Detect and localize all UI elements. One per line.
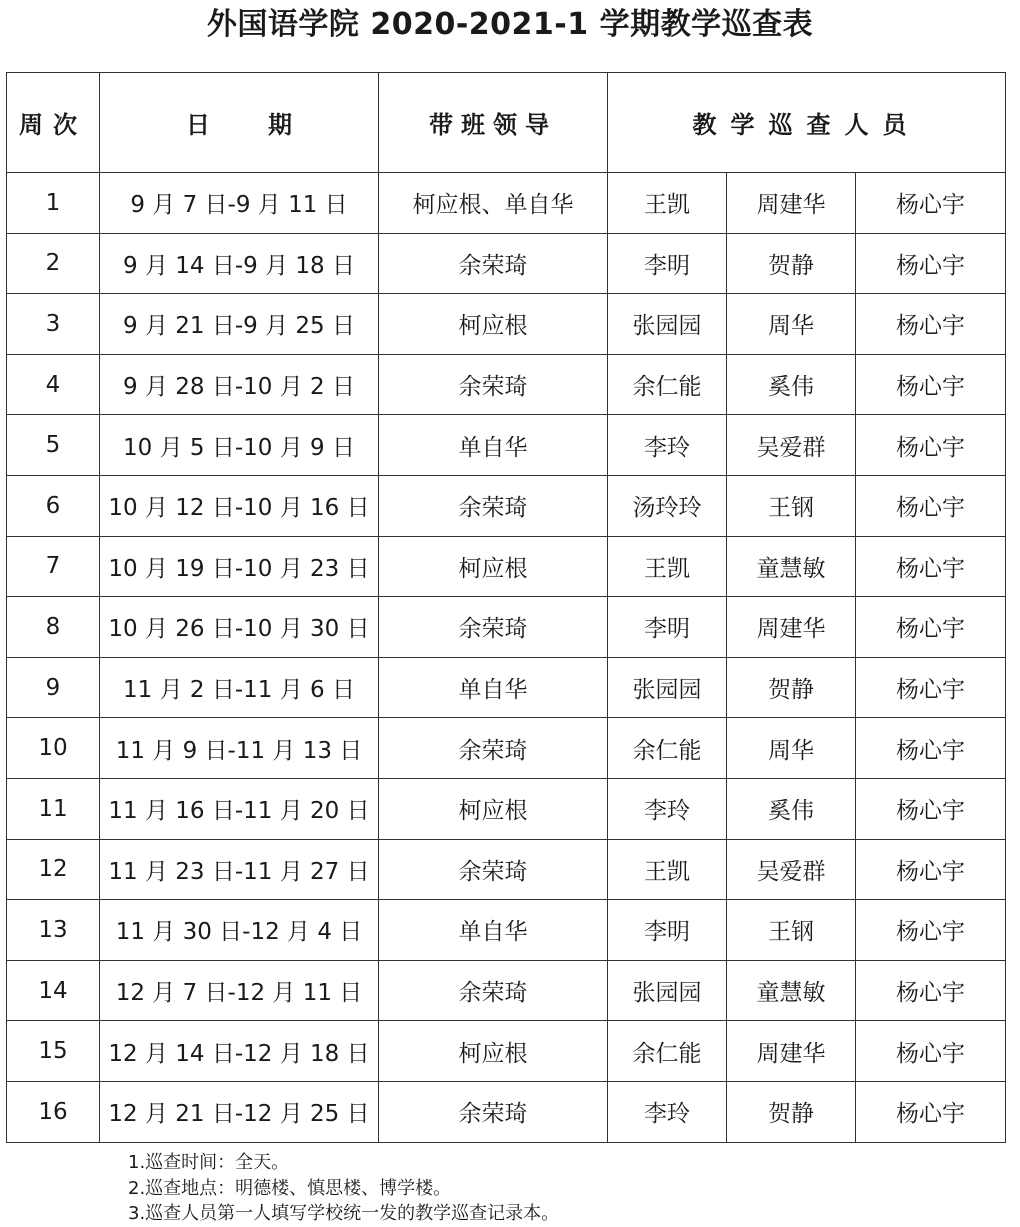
cell-inspector-3: 杨心宇 <box>856 597 1006 658</box>
header-date <box>100 73 379 173</box>
cell-date: 12 月 14 日-12 月 18 日 <box>100 1021 379 1082</box>
table-row <box>7 839 1006 900</box>
cell-leader: 柯应根 <box>379 778 608 839</box>
cell-inspector-3: 杨心宇 <box>856 354 1006 415</box>
cell-inspector-1: 余仁能 <box>608 1021 727 1082</box>
cell-inspector-3: 杨心宇 <box>856 233 1006 294</box>
cell-leader: 余荣琦 <box>379 597 608 658</box>
cell-inspector-2: 吴爱群 <box>727 839 856 900</box>
footnote: 1.巡查时间：全天。 <box>128 1152 290 1173</box>
table-row <box>7 1021 1006 1082</box>
page-title: 外国语学院 2020-2021-1 学期教学巡查表 <box>206 7 814 42</box>
cell-week: 9 <box>7 657 100 718</box>
cell-date: 12 月 7 日-12 月 11 日 <box>100 960 379 1021</box>
cell-leader: 余荣琦 <box>379 354 608 415</box>
cell-inspector-1: 余仁能 <box>608 718 727 779</box>
cell-inspector-1: 张园园 <box>608 657 727 718</box>
table-row <box>7 657 1006 718</box>
cell-inspector-3: 杨心宇 <box>856 718 1006 779</box>
header-date-left: 日 <box>186 111 210 139</box>
cell-date: 10 月 26 日-10 月 30 日 <box>100 597 379 658</box>
cell-week: 3 <box>7 294 100 355</box>
cell-week: 11 <box>7 778 100 839</box>
cell-date: 10 月 19 日-10 月 23 日 <box>100 536 379 597</box>
cell-date: 9 月 7 日-9 月 11 日 <box>100 173 379 234</box>
cell-date: 11 月 30 日-12 月 4 日 <box>100 900 379 961</box>
table-row <box>7 960 1006 1021</box>
cell-date: 9 月 21 日-9 月 25 日 <box>100 294 379 355</box>
cell-inspector-2: 周建华 <box>727 1021 856 1082</box>
cell-inspector-3: 杨心宇 <box>856 536 1006 597</box>
cell-date: 10 月 5 日-10 月 9 日 <box>100 415 379 476</box>
cell-leader: 单自华 <box>379 900 608 961</box>
cell-inspector-2: 周华 <box>727 718 856 779</box>
cell-inspector-1: 余仁能 <box>608 354 727 415</box>
cell-inspector-2: 周华 <box>727 294 856 355</box>
cell-inspector-1: 王凯 <box>608 839 727 900</box>
table-row <box>7 718 1006 779</box>
table-row <box>7 173 1006 234</box>
cell-inspector-2: 贺静 <box>727 1081 856 1142</box>
footnote: 3.巡查人员第一人填写学校统一发的教学巡查记录本。 <box>128 1203 560 1224</box>
header-week: 周次 <box>7 73 100 173</box>
table-row <box>7 233 1006 294</box>
table-row <box>7 536 1006 597</box>
cell-inspector-2: 贺静 <box>727 233 856 294</box>
cell-leader: 单自华 <box>379 657 608 718</box>
cell-week: 12 <box>7 839 100 900</box>
cell-inspector-3: 杨心宇 <box>856 294 1006 355</box>
cell-inspector-1: 张园园 <box>608 960 727 1021</box>
cell-inspector-1: 汤玲玲 <box>608 475 727 536</box>
cell-week: 7 <box>7 536 100 597</box>
cell-inspector-3: 杨心宇 <box>856 1021 1006 1082</box>
cell-inspector-2: 贺静 <box>727 657 856 718</box>
cell-date: 12 月 21 日-12 月 25 日 <box>100 1081 379 1142</box>
table-row <box>7 1081 1006 1142</box>
footnotes <box>128 1150 559 1227</box>
cell-leader: 余荣琦 <box>379 718 608 779</box>
cell-inspector-1: 李玲 <box>608 415 727 476</box>
cell-week: 8 <box>7 597 100 658</box>
cell-date: 9 月 28 日-10 月 2 日 <box>100 354 379 415</box>
header-date-right: 期 <box>268 111 292 139</box>
table-row <box>7 354 1006 415</box>
table-row <box>7 900 1006 961</box>
cell-leader: 柯应根 <box>379 1021 608 1082</box>
cell-week: 2 <box>7 233 100 294</box>
cell-date: 11 月 2 日-11 月 6 日 <box>100 657 379 718</box>
cell-inspector-2: 奚伟 <box>727 778 856 839</box>
cell-inspector-3: 杨心宇 <box>856 1081 1006 1142</box>
cell-week: 10 <box>7 718 100 779</box>
cell-inspector-3: 杨心宇 <box>856 475 1006 536</box>
cell-inspector-1: 王凯 <box>608 536 727 597</box>
cell-week: 15 <box>7 1021 100 1082</box>
cell-inspector-1: 李玲 <box>608 778 727 839</box>
cell-inspector-2: 周建华 <box>727 597 856 658</box>
cell-inspector-1: 李明 <box>608 900 727 961</box>
header-leader: 带班领导 <box>379 73 608 173</box>
cell-week: 5 <box>7 415 100 476</box>
cell-date: 11 月 16 日-11 月 20 日 <box>100 778 379 839</box>
cell-leader: 余荣琦 <box>379 839 608 900</box>
cell-inspector-2: 奚伟 <box>727 354 856 415</box>
table-row <box>7 778 1006 839</box>
cell-leader: 柯应根 <box>379 536 608 597</box>
cell-inspector-2: 王钢 <box>727 475 856 536</box>
cell-leader: 柯应根 <box>379 294 608 355</box>
cell-date: 10 月 12 日-10 月 16 日 <box>100 475 379 536</box>
cell-inspector-1: 李玲 <box>608 1081 727 1142</box>
cell-inspector-1: 张园园 <box>608 294 727 355</box>
cell-date: 11 月 9 日-11 月 13 日 <box>100 718 379 779</box>
table-header-row <box>7 73 1006 173</box>
cell-week: 13 <box>7 900 100 961</box>
cell-inspector-2: 童慧敏 <box>727 536 856 597</box>
cell-leader: 余荣琦 <box>379 233 608 294</box>
cell-date: 11 月 23 日-11 月 27 日 <box>100 839 379 900</box>
cell-leader: 单自华 <box>379 415 608 476</box>
table-row <box>7 597 1006 658</box>
cell-week: 6 <box>7 475 100 536</box>
table-row <box>7 475 1006 536</box>
table-row <box>7 294 1006 355</box>
cell-leader: 柯应根、单自华 <box>379 173 608 234</box>
cell-inspector-3: 杨心宇 <box>856 778 1006 839</box>
inspection-schedule-table <box>6 72 1006 1143</box>
cell-inspector-3: 杨心宇 <box>856 960 1006 1021</box>
cell-week: 1 <box>7 173 100 234</box>
cell-leader: 余荣琦 <box>379 1081 608 1142</box>
footnote: 2.巡查地点：明德楼、慎思楼、博学楼。 <box>128 1177 452 1199</box>
cell-inspector-2: 王钢 <box>727 900 856 961</box>
cell-week: 4 <box>7 354 100 415</box>
cell-week: 14 <box>7 960 100 1021</box>
cell-inspector-1: 李明 <box>608 233 727 294</box>
cell-inspector-3: 杨心宇 <box>856 900 1006 961</box>
cell-inspector-3: 杨心宇 <box>856 415 1006 476</box>
cell-inspector-3: 杨心宇 <box>856 839 1006 900</box>
cell-inspector-3: 杨心宇 <box>856 173 1006 234</box>
cell-date: 9 月 14 日-9 月 18 日 <box>100 233 379 294</box>
cell-inspector-1: 王凯 <box>608 173 727 234</box>
cell-inspector-3: 杨心宇 <box>856 657 1006 718</box>
cell-inspector-2: 童慧敏 <box>727 960 856 1021</box>
cell-inspector-1: 李明 <box>608 597 727 658</box>
cell-week: 16 <box>7 1081 100 1142</box>
header-inspectors: 教学巡查人员 <box>608 73 1006 173</box>
cell-inspector-2: 吴爱群 <box>727 415 856 476</box>
cell-leader: 余荣琦 <box>379 960 608 1021</box>
table-row <box>7 415 1006 476</box>
cell-inspector-2: 周建华 <box>727 173 856 234</box>
cell-leader: 余荣琦 <box>379 475 608 536</box>
